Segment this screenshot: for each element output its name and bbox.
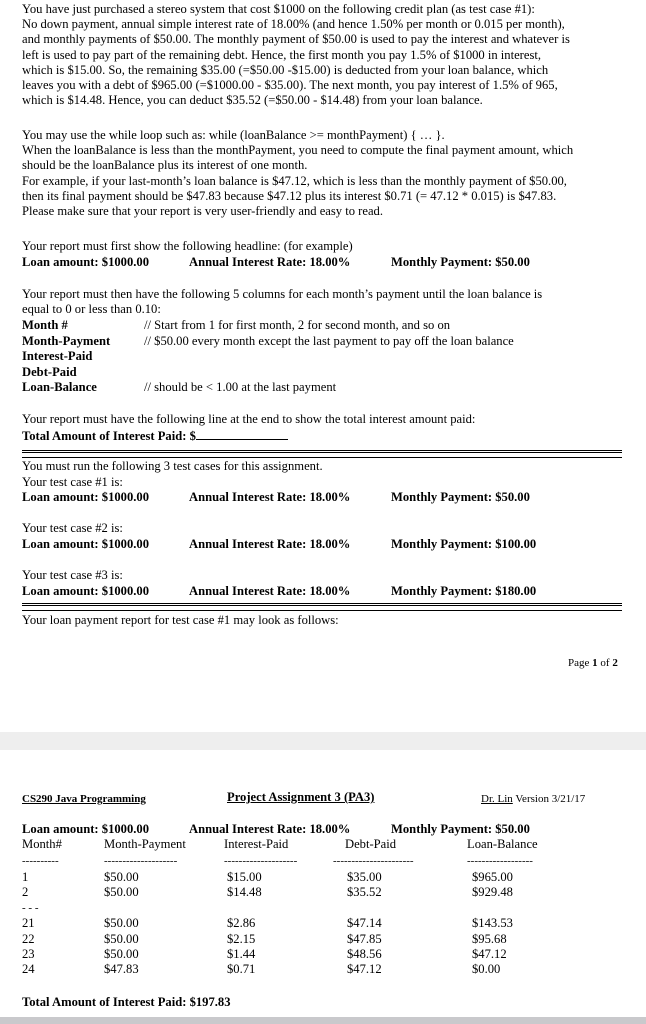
intro-line: No down payment, annual simple interest rate of 18.00% (and hence 1.50% per month or 0.015 per month), <box>22 17 565 32</box>
test-3-rate: Annual Interest Rate: 18.00% <box>189 584 351 598</box>
test-1-rate: Annual Interest Rate: 18.00% <box>189 490 351 504</box>
loop-line: should be the loanBalance plus its interest of one month. <box>22 158 308 173</box>
cell-debt: $47.14 <box>347 916 382 930</box>
page-number-total: 2 <box>612 657 618 669</box>
page-2 <box>0 750 646 1024</box>
cell-balance: $965.00 <box>472 870 513 884</box>
column-note-month-payment: // $50.00 every month except the last payment to pay off the loan balance <box>144 334 514 348</box>
cell-balance: $95.68 <box>472 932 507 946</box>
column-name-loan-balance: Loan-Balance <box>22 380 97 394</box>
col-header-interest-paid: Interest-Paid <box>224 837 289 851</box>
cell-interest: $1.44 <box>227 947 256 961</box>
cell-interest: $15.00 <box>227 870 262 884</box>
cell-interest: $2.86 <box>227 916 256 930</box>
intro-line: which is $15.00. So, the remaining $35.00 (=$50.00 -$15.00) is deducted from your loan balance, which <box>22 62 549 77</box>
cell-balance: $47.12 <box>472 947 507 961</box>
cell-payment: $50.00 <box>104 916 139 930</box>
header-version: Version 3/21/17 <box>512 793 586 805</box>
report-loan: Loan amount: $1000.00 <box>22 822 150 836</box>
cell-debt: $35.00 <box>347 870 382 884</box>
columns-intro <box>22 287 632 317</box>
loop-line: When the loanBalance is less than the monthPayment, you need to compute the final payment amount, which <box>22 143 574 158</box>
header-author-version <box>481 792 585 807</box>
test-2-rate: Annual Interest Rate: 18.00% <box>189 537 351 551</box>
report-intro: Your loan payment report for test case #1 may look as follows: <box>22 613 339 627</box>
headline-loan: Loan amount: $1000.00 <box>22 255 150 269</box>
double-rule-bottom <box>22 603 622 611</box>
cell-balance: $0.00 <box>472 962 501 976</box>
intro-line: which is $14.48. Hence, you can deduct $35.52 (=$50.00 - $14.48) from your loan balance. <box>22 93 483 108</box>
test-3-label: Your test case #3 is: <box>22 568 123 582</box>
cell-debt: $48.56 <box>347 947 382 961</box>
double-rule-top <box>22 450 622 458</box>
cell-month: 24 <box>22 962 35 976</box>
loop-line: For example, if your last-month’s loan balance is $47.12, which is less than the monthly payment of $50.00, <box>22 173 567 188</box>
columns-intro-line: equal to 0 or less than 0.10: <box>22 302 161 317</box>
test-1-loan: Loan amount: $1000.00 <box>22 490 150 504</box>
col-header-month: Month# <box>22 837 62 851</box>
cell-debt: $47.85 <box>347 932 382 946</box>
headline-rate: Annual Interest Rate: 18.00% <box>189 255 351 269</box>
loop-line: You may use the while loop such as: while (loanBalance >= monthPayment) { … }. <box>22 128 445 142</box>
total-line-label: Total Amount of Interest Paid: $ <box>22 429 196 443</box>
header-author: Dr. Lin <box>481 793 513 805</box>
column-note-month: // Start from 1 for first month, 2 for second month, and so on <box>144 318 451 332</box>
cell-payment: $50.00 <box>104 885 139 899</box>
test-3-loan: Loan amount: $1000.00 <box>22 584 150 598</box>
cell-balance: $143.53 <box>472 916 513 930</box>
cell-payment: $50.00 <box>104 932 139 946</box>
cell-payment: $50.00 <box>104 947 139 961</box>
page-separator <box>0 732 646 750</box>
column-name-month: Month # <box>22 318 68 332</box>
test-1-payment: Monthly Payment: $50.00 <box>391 490 530 504</box>
cell-interest: $2.15 <box>227 932 256 946</box>
total-blank <box>196 428 288 440</box>
bottom-scroll-edge <box>0 1017 646 1024</box>
col-header-month-payment: Month-Payment <box>104 837 186 851</box>
page-number-current: 1 <box>592 657 598 669</box>
page-number <box>568 656 618 671</box>
col-header-debt-paid: Debt-Paid <box>345 837 397 851</box>
loop-paragraph <box>22 128 632 219</box>
header-course: CS290 Java Programming <box>22 793 146 805</box>
test-2-loan: Loan amount: $1000.00 <box>22 537 150 551</box>
intro-line: left is used to pay part of the remaining debt. Hence, the first month you pay 1.5% of $1000 in interest, <box>22 47 542 62</box>
cell-month: 1 <box>22 870 29 884</box>
total-line <box>22 428 288 444</box>
cell-interest: $14.48 <box>227 885 262 899</box>
columns-intro-line: Your report must then have the following 5 columns for each month’s payment until the loan balance is <box>22 287 543 301</box>
test-2-label: Your test case #2 is: <box>22 521 123 535</box>
row-ellipsis: - - - <box>22 902 39 914</box>
dash-month: ---------- <box>22 855 59 867</box>
test-1-label: Your test case #1 is: <box>22 475 123 489</box>
column-note-loan-balance: // should be < 1.00 at the last payment <box>144 380 337 394</box>
column-name-debt-paid: Debt-Paid <box>22 365 77 379</box>
header-title: Project Assignment 3 (PA3) <box>227 790 375 804</box>
column-name-month-payment: Month-Payment <box>22 334 111 348</box>
cell-month: 21 <box>22 916 35 930</box>
column-name-interest-paid: Interest-Paid <box>22 349 93 363</box>
intro-line: You have just purchased a stereo system that cost $1000 on the following credit plan (as test case #1): <box>22 2 535 16</box>
loop-line: then its final payment should be $47.83 because $47.12 plus its interest $0.71 (= 47.12 * 0.015) is $47.83. <box>22 188 557 203</box>
cell-debt: $35.52 <box>347 885 382 899</box>
cell-payment: $47.83 <box>104 962 139 976</box>
intro-line: leaves you with a debt of $965.00 (=$1000.00 - $35.00). The next month, you pay interest of 1.5% of 965, <box>22 78 558 93</box>
headline-payment: Monthly Payment: $50.00 <box>391 255 530 269</box>
report-total: Total Amount of Interest Paid: $197.83 <box>22 995 231 1009</box>
tests-intro: You must run the following 3 test cases for this assignment. <box>22 459 323 473</box>
cell-interest: $0.71 <box>227 962 256 976</box>
headline-intro: Your report must first show the following headline: (for example) <box>22 239 353 253</box>
cell-balance: $929.48 <box>472 885 513 899</box>
cell-month: 23 <box>22 947 35 961</box>
cell-debt: $47.12 <box>347 962 382 976</box>
dash-interest-paid: -------------------- <box>224 855 298 867</box>
page-number-of: of <box>597 657 613 669</box>
loop-line: Please make sure that your report is very user-friendly and easy to read. <box>22 204 383 219</box>
cell-month: 2 <box>22 885 29 899</box>
test-3-payment: Monthly Payment: $180.00 <box>391 584 537 598</box>
report-payment: Monthly Payment: $50.00 <box>391 822 530 836</box>
intro-paragraph <box>22 2 632 108</box>
total-intro: Your report must have the following line at the end to show the total interest amount paid: <box>22 412 476 426</box>
intro-line: and monthly payments of $50.00. The monthly payment of $50.00 is used to pay the interest and whatever is <box>22 32 570 47</box>
dash-debt-paid: ---------------------- <box>333 855 414 867</box>
cell-month: 22 <box>22 932 35 946</box>
col-header-loan-balance: Loan-Balance <box>467 837 538 851</box>
dash-month-payment: -------------------- <box>104 855 178 867</box>
page-number-prefix: Page <box>568 657 593 669</box>
dash-loan-balance: ------------------ <box>467 855 533 867</box>
test-2-payment: Monthly Payment: $100.00 <box>391 537 537 551</box>
cell-payment: $50.00 <box>104 870 139 884</box>
report-rate: Annual Interest Rate: 18.00% <box>189 822 351 836</box>
